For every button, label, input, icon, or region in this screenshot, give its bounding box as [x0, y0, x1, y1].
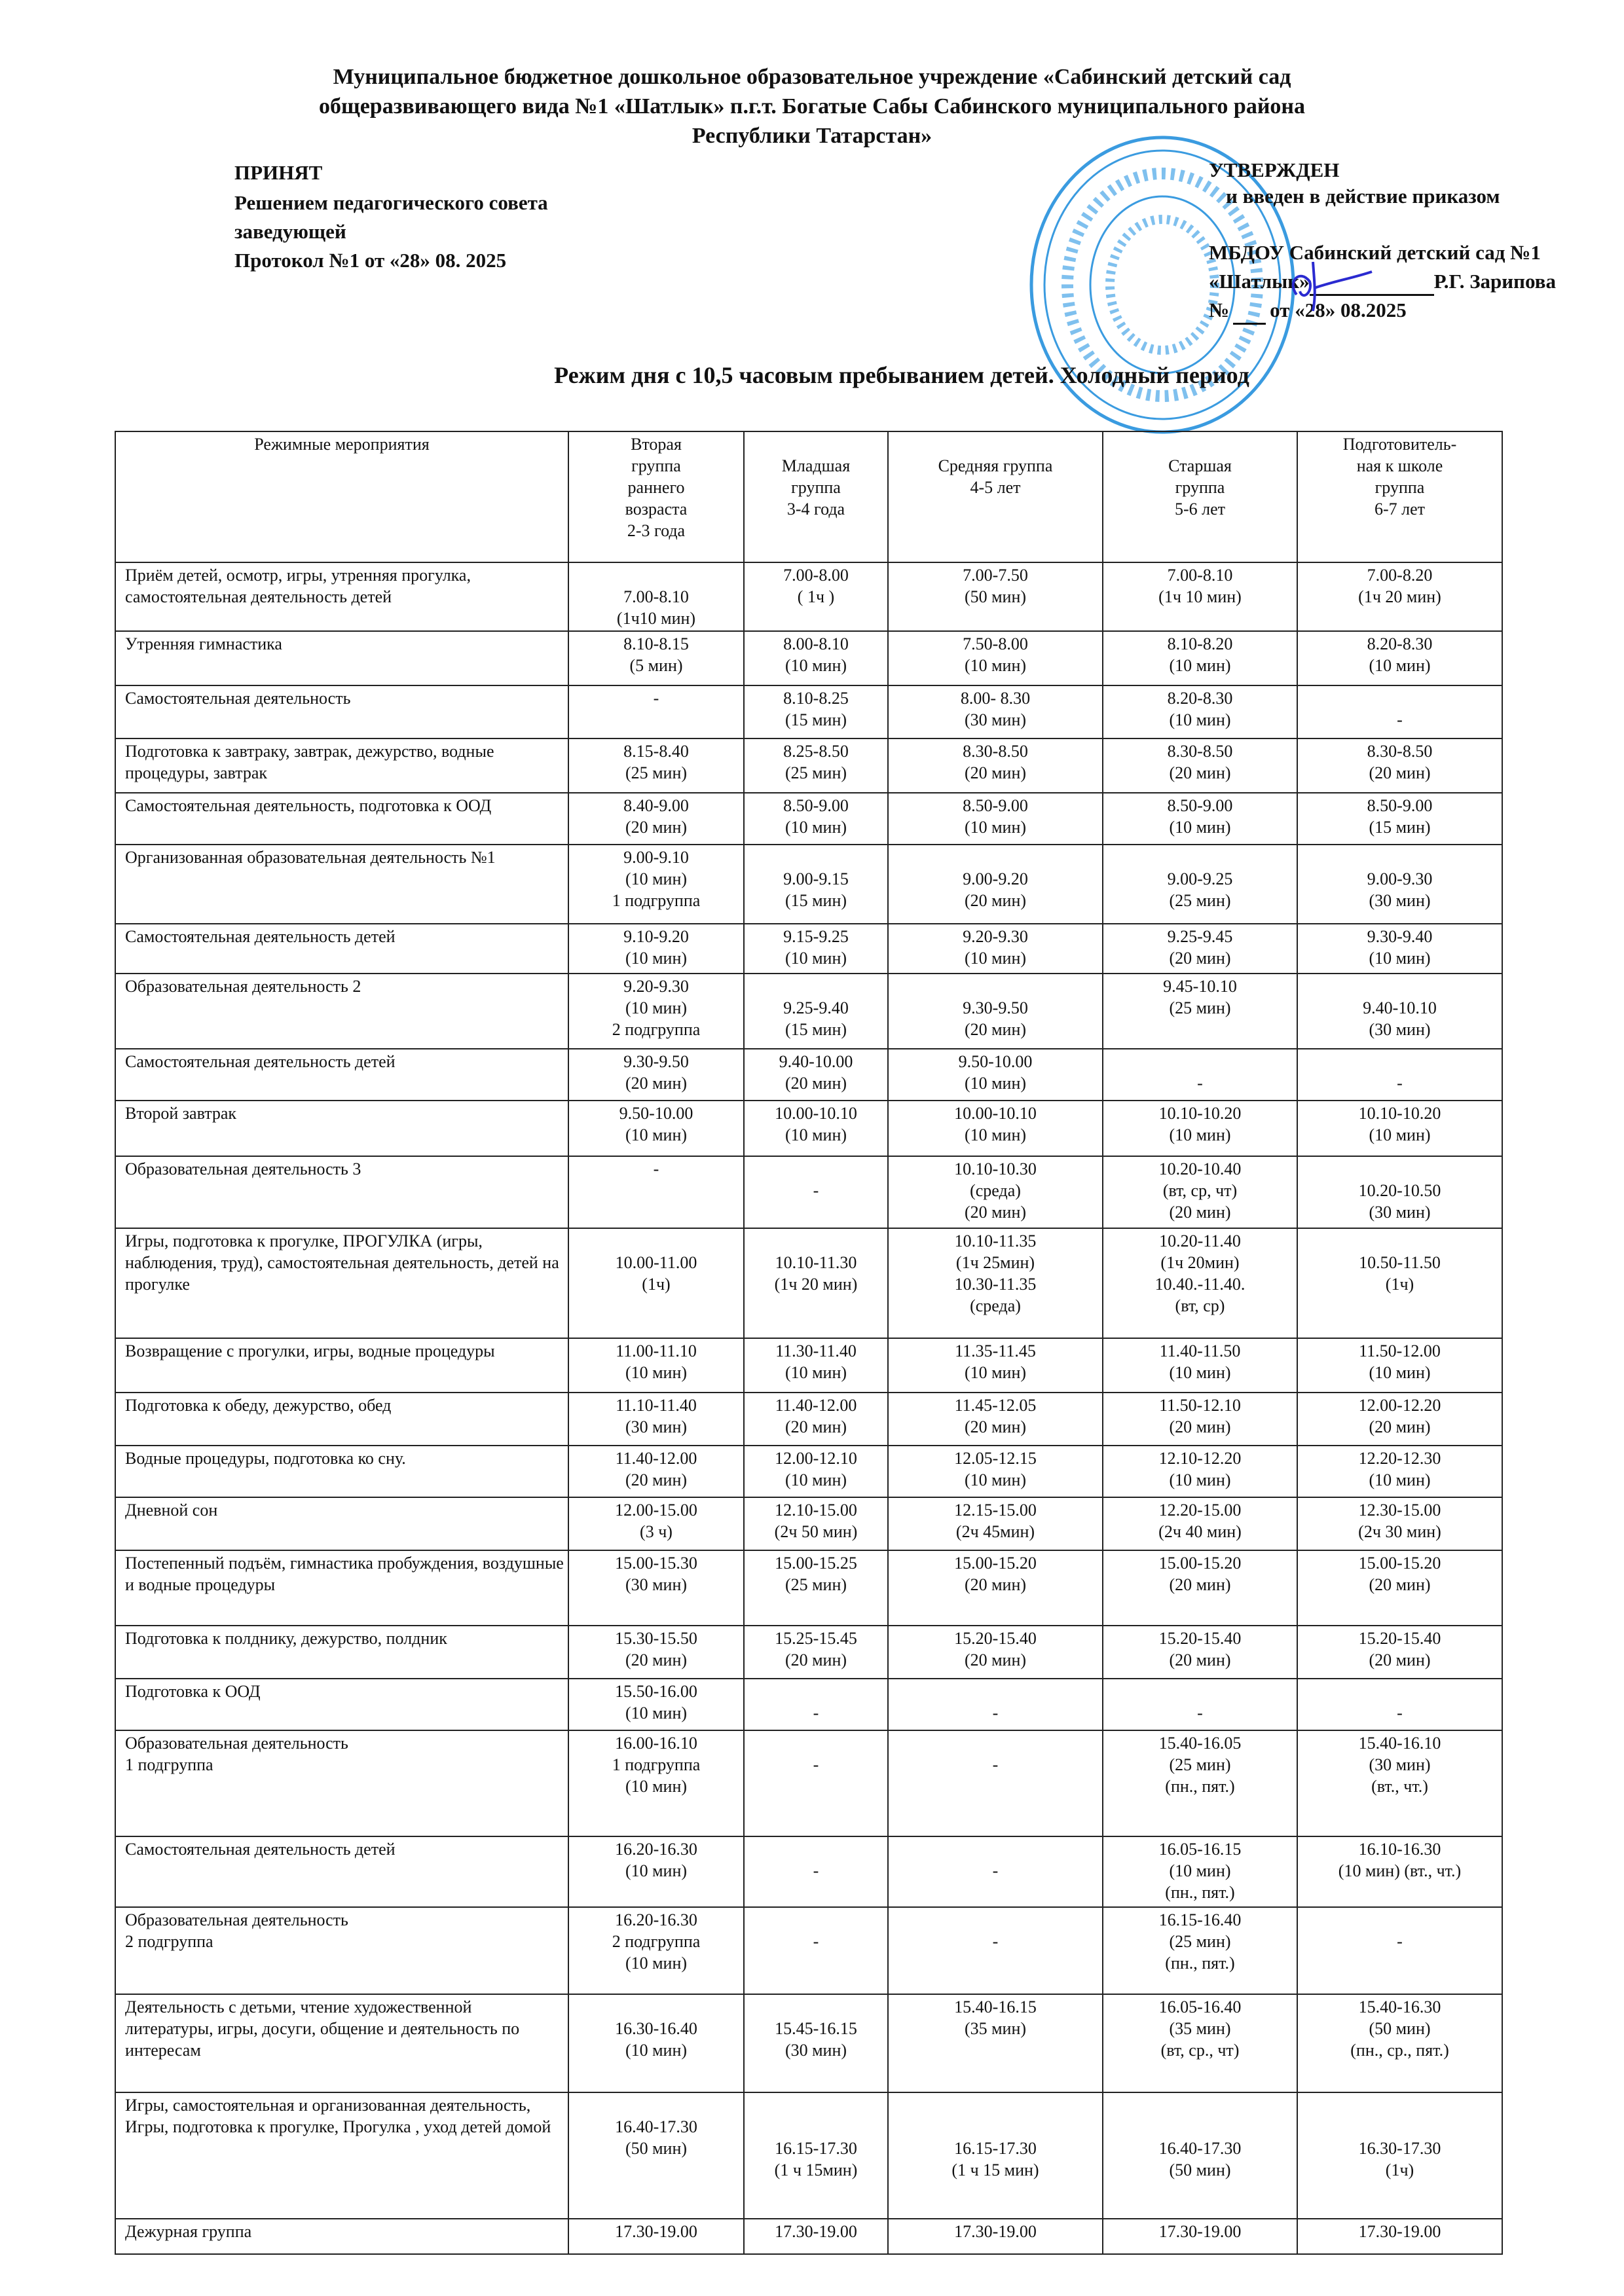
- time-cell: 7.00-8.00 ( 1ч ): [744, 562, 888, 631]
- time-cell: 9.00-9.20 (20 мин): [888, 845, 1103, 924]
- activity-name-cell: Самостоятельная деятельность детей: [115, 924, 568, 974]
- time-cell: 9.10-9.20 (10 мин): [568, 924, 744, 974]
- time-cell: -: [888, 1730, 1103, 1836]
- time-cell: 9.25-9.40 (15 мин): [744, 974, 888, 1049]
- table-row: [115, 974, 1502, 1049]
- time-cell: 15.45-16.15 (30 мин): [744, 1994, 888, 2092]
- table-row: [115, 1994, 1502, 2092]
- time-cell: 9.30-9.50 (20 мин): [568, 1049, 744, 1101]
- time-cell: 9.20-9.30 (10 мин) 2 подгруппа: [568, 974, 744, 1049]
- table-row: [115, 1550, 1502, 1626]
- time-cell: 9.40-10.00 (20 мин): [744, 1049, 888, 1101]
- org-name-line-3: Республики Татарстан»: [692, 124, 932, 148]
- time-cell: 8.15-8.40 (25 мин): [568, 738, 744, 793]
- time-cell: 11.40-11.50 (10 мин): [1103, 1338, 1297, 1393]
- kindergarten-name: «Шатлык»: [1209, 270, 1310, 293]
- table-row: [115, 1101, 1502, 1156]
- time-cell: 8.10-8.15 (5 мин): [568, 631, 744, 685]
- approved-line-3: [1209, 267, 1556, 296]
- time-cell: 16.30-16.40 (10 мин): [568, 1994, 744, 2092]
- time-cell: 12.10-12.20 (10 мин): [1103, 1446, 1297, 1497]
- activity-name-cell: Деятельность с детьми, чтение художественной литературы, игры, досуги, общение и деятельность по интересам: [115, 1994, 568, 2092]
- approved-line-4: [1209, 296, 1407, 325]
- time-cell: 16.20-16.30 2 подгруппа (10 мин): [568, 1907, 744, 1994]
- time-cell: 9.30-9.50 (20 мин): [888, 974, 1103, 1049]
- time-cell: 7.50-8.00 (10 мин): [888, 631, 1103, 685]
- table-row: [115, 1393, 1502, 1446]
- activity-name-cell: Самостоятельная деятельность детей: [115, 1049, 568, 1101]
- column-header-group-5-6: Старшая группа 5-6 лет: [1103, 431, 1297, 562]
- time-cell: 15.20-15.40 (20 мин): [1297, 1626, 1502, 1679]
- time-cell: 8.50-9.00 (10 мин): [1103, 793, 1297, 845]
- time-cell: 10.10-11.30 (1ч 20 мин): [744, 1228, 888, 1338]
- time-cell: -: [888, 1907, 1103, 1994]
- time-cell: 9.00-9.30 (30 мин): [1297, 845, 1502, 924]
- order-number-line: [1233, 323, 1266, 325]
- table-row: [115, 1626, 1502, 1679]
- time-cell: 15.20-15.40 (20 мин): [888, 1626, 1103, 1679]
- time-cell: 15.30-15.50 (20 мин): [568, 1626, 744, 1679]
- time-cell: 11.50-12.10 (20 мин): [1103, 1393, 1297, 1446]
- time-cell: 15.00-15.30 (30 мин): [568, 1550, 744, 1626]
- time-cell: -: [744, 1907, 888, 1994]
- time-cell: -: [568, 685, 744, 738]
- time-cell: 16.15-17.30 (1 ч 15 мин): [888, 2092, 1103, 2219]
- time-cell: 10.20-10.50 (30 мин): [1297, 1156, 1502, 1228]
- time-cell: 9.45-10.10 (25 мин): [1103, 974, 1297, 1049]
- time-cell: 8.30-8.50 (20 мин): [1103, 738, 1297, 793]
- table-row: [115, 2092, 1502, 2219]
- time-cell: -: [1297, 1679, 1502, 1730]
- activity-name-cell: Подготовка к обеду, дежурство, обед: [115, 1393, 568, 1446]
- activity-name-cell: Самостоятельная деятельность детей: [115, 1836, 568, 1907]
- time-cell: 9.25-9.45 (20 мин): [1103, 924, 1297, 974]
- time-cell: 10.10-10.20 (10 мин): [1297, 1101, 1502, 1156]
- time-cell: 11.00-11.10 (10 мин): [568, 1338, 744, 1393]
- activity-name-cell: Игры, самостоятельная и организованная деятельность, Игры, подготовка к прогулке, Прогулка , уход детей домой: [115, 2092, 568, 2219]
- time-cell: 16.15-16.40 (25 мин) (пн., пят.): [1103, 1907, 1297, 1994]
- time-cell: 9.20-9.30 (10 мин): [888, 924, 1103, 974]
- activity-name-cell: Водные процедуры, подготовка ко сну.: [115, 1446, 568, 1497]
- time-cell: 16.10-16.30 (10 мин) (вт., чт.): [1297, 1836, 1502, 1907]
- time-cell: 16.05-16.15 (10 мин) (пн., пят.): [1103, 1836, 1297, 1907]
- time-cell: 7.00-7.50 (50 мин): [888, 562, 1103, 631]
- time-cell: 8.30-8.50 (20 мин): [888, 738, 1103, 793]
- time-cell: 12.00-12.20 (20 мин): [1297, 1393, 1502, 1446]
- column-header-activity: Режимные мероприятия: [115, 431, 568, 562]
- time-cell: 10.00-10.10 (10 мин): [888, 1101, 1103, 1156]
- time-cell: 16.15-17.30 (1 ч 15мин): [744, 2092, 888, 2219]
- order-number-label: №: [1209, 299, 1230, 321]
- time-cell: 8.20-8.30 (10 мин): [1297, 631, 1502, 685]
- time-cell: 9.40-10.10 (30 мин): [1297, 974, 1502, 1049]
- time-cell: 7.00-8.20 (1ч 20 мин): [1297, 562, 1502, 631]
- time-cell: 16.05-16.40 (35 мин) (вт, ср., чт): [1103, 1994, 1297, 2092]
- time-cell: 11.40-12.00 (20 мин): [744, 1393, 888, 1446]
- time-cell: -: [1103, 1679, 1297, 1730]
- activity-name-cell: Образовательная деятельность 1 подгруппа: [115, 1730, 568, 1836]
- time-cell: 11.30-11.40 (10 мин): [744, 1338, 888, 1393]
- time-cell: 8.30-8.50 (20 мин): [1297, 738, 1502, 793]
- time-cell: 12.30-15.00 (2ч 30 мин): [1297, 1497, 1502, 1550]
- time-cell: 9.00-9.15 (15 мин): [744, 845, 888, 924]
- table-row: [115, 845, 1502, 924]
- approved-line-1: и введен в действие приказом: [1226, 185, 1500, 208]
- time-cell: 12.10-15.00 (2ч 50 мин): [744, 1497, 888, 1550]
- document-title: Режим дня с 10,5 часовым пребыванием детей. Холодный период: [554, 362, 1249, 388]
- time-cell: 8.40-9.00 (20 мин): [568, 793, 744, 845]
- column-header-group-2-3: Вторая группа раннего возраста 2-3 года: [568, 431, 744, 562]
- activity-name-cell: Дежурная группа: [115, 2219, 568, 2254]
- table-row: [115, 1679, 1502, 1730]
- time-cell: -: [1103, 1049, 1297, 1101]
- time-cell: 12.20-12.30 (10 мин): [1297, 1446, 1502, 1497]
- time-cell: 16.30-17.30 (1ч): [1297, 2092, 1502, 2219]
- time-cell: 8.25-8.50 (25 мин): [744, 738, 888, 793]
- time-cell: 16.00-16.10 1 подгруппа (10 мин): [568, 1730, 744, 1836]
- org-name-line-2: общеразвивающего вида №1 «Шатлык» п.г.т. Богатые Сабы Сабинского муниципального района: [319, 94, 1305, 118]
- table-row: [115, 685, 1502, 738]
- time-cell: 12.05-12.15 (10 мин): [888, 1446, 1103, 1497]
- time-cell: -: [568, 1156, 744, 1228]
- time-cell: 16.20-16.30 (10 мин): [568, 1836, 744, 1907]
- activity-name-cell: Образовательная деятельность 2: [115, 974, 568, 1049]
- activity-name-cell: Организованная образовательная деятельность №1: [115, 845, 568, 924]
- time-cell: 8.50-9.00 (10 мин): [744, 793, 888, 845]
- table-row: [115, 1228, 1502, 1338]
- activity-name-cell: Дневной сон: [115, 1497, 568, 1550]
- time-cell: 10.10-10.20 (10 мин): [1103, 1101, 1297, 1156]
- director-name: Р.Г. Зарипова: [1433, 270, 1556, 293]
- table-row: [115, 738, 1502, 793]
- time-cell: 10.20-10.40 (вт, ср, чт) (20 мин): [1103, 1156, 1297, 1228]
- accepted-title: ПРИНЯТ: [234, 161, 323, 184]
- time-cell: 10.10-10.30 (среда) (20 мин): [888, 1156, 1103, 1228]
- time-cell: 8.10-8.20 (10 мин): [1103, 631, 1297, 685]
- daily-schedule-table: [115, 431, 1503, 2255]
- activity-name-cell: Приём детей, осмотр, игры, утренняя прогулка, самостоятельная деятельность детей: [115, 562, 568, 631]
- activity-name-cell: Подготовка к ООД: [115, 1679, 568, 1730]
- time-cell: 12.15-15.00 (2ч 45мин): [888, 1497, 1103, 1550]
- approved-title: УТВЕРЖДЕН: [1209, 158, 1340, 181]
- column-header-group-6-7: Подготовитель- ная к школе группа 6-7 лет: [1297, 431, 1502, 562]
- time-cell: 12.20-15.00 (2ч 40 мин): [1103, 1497, 1297, 1550]
- time-cell: 10.00-10.10 (10 мин): [744, 1101, 888, 1156]
- time-cell: 8.50-9.00 (15 мин): [1297, 793, 1502, 845]
- time-cell: 8.20-8.30 (10 мин): [1103, 685, 1297, 738]
- time-cell: 9.15-9.25 (10 мин): [744, 924, 888, 974]
- time-cell: 11.35-11.45 (10 мин): [888, 1338, 1103, 1393]
- activity-name-cell: Самостоятельная деятельность, подготовка к ООД: [115, 793, 568, 845]
- time-cell: 17.30-19.00: [744, 2219, 888, 2254]
- time-cell: 15.40-16.10 (30 мин) (вт., чт.): [1297, 1730, 1502, 1836]
- time-cell: 7.00-8.10 (1ч 10 мин): [1103, 562, 1297, 631]
- table-row: [115, 2219, 1502, 2254]
- time-cell: 17.30-19.00: [1103, 2219, 1297, 2254]
- table-row: [115, 1156, 1502, 1228]
- time-cell: 17.30-19.00: [888, 2219, 1103, 2254]
- activity-name-cell: Подготовка к завтраку, завтрак, дежурство, водные процедуры, завтрак: [115, 738, 568, 793]
- time-cell: -: [888, 1836, 1103, 1907]
- table-row: [115, 1497, 1502, 1550]
- time-cell: -: [744, 1836, 888, 1907]
- table-row: [115, 1907, 1502, 1994]
- time-cell: 17.30-19.00: [568, 2219, 744, 2254]
- activity-name-cell: Второй завтрак: [115, 1101, 568, 1156]
- time-cell: 15.00-15.20 (20 мин): [1103, 1550, 1297, 1626]
- time-cell: 8.00- 8.30 (30 мин): [888, 685, 1103, 738]
- time-cell: 10.50-11.50 (1ч): [1297, 1228, 1502, 1338]
- accepted-line-2: заведующей: [234, 220, 346, 243]
- time-cell: -: [1297, 685, 1502, 738]
- approved-line-2: МБДОУ Сабинский детский сад №1: [1209, 241, 1541, 264]
- time-cell: -: [744, 1679, 888, 1730]
- time-cell: 9.00-9.10 (10 мин) 1 подгруппа: [568, 845, 744, 924]
- time-cell: 10.20-11.40 (1ч 20мин) 10.40.-11.40. (вт, ср): [1103, 1228, 1297, 1338]
- time-cell: 9.50-10.00 (10 мин): [568, 1101, 744, 1156]
- time-cell: 12.00-12.10 (10 мин): [744, 1446, 888, 1497]
- time-cell: 16.40-17.30 (50 мин): [568, 2092, 744, 2219]
- time-cell: 15.20-15.40 (20 мин): [1103, 1626, 1297, 1679]
- time-cell: 12.00-15.00 (3 ч): [568, 1497, 744, 1550]
- table-row: [115, 924, 1502, 974]
- table-row: [115, 631, 1502, 685]
- column-header-group-3-4: Младшая группа 3-4 года: [744, 431, 888, 562]
- time-cell: 9.00-9.25 (25 мин): [1103, 845, 1297, 924]
- time-cell: 11.50-12.00 (10 мин): [1297, 1338, 1502, 1393]
- time-cell: 15.40-16.05 (25 мин) (пн., пят.): [1103, 1730, 1297, 1836]
- time-cell: -: [1297, 1907, 1502, 1994]
- time-cell: 15.40-16.15 (35 мин): [888, 1994, 1103, 2092]
- activity-name-cell: Образовательная деятельность 2 подгруппа: [115, 1907, 568, 1994]
- activity-name-cell: Подготовка к полднику, дежурство, полдник: [115, 1626, 568, 1679]
- table-row: [115, 793, 1502, 845]
- time-cell: 8.00-8.10 (10 мин): [744, 631, 888, 685]
- time-cell: 10.10-11.35 (1ч 25мин) 10.30-11.35 (среда): [888, 1228, 1103, 1338]
- time-cell: 15.50-16.00 (10 мин): [568, 1679, 744, 1730]
- time-cell: 11.40-12.00 (20 мин): [568, 1446, 744, 1497]
- table-header-row: [115, 431, 1502, 562]
- time-cell: 15.00-15.25 (25 мин): [744, 1550, 888, 1626]
- time-cell: 15.00-15.20 (20 мин): [888, 1550, 1103, 1626]
- time-cell: 15.40-16.30 (50 мин) (пн., ср., пят.): [1297, 1994, 1502, 2092]
- time-cell: -: [744, 1730, 888, 1836]
- table-row: [115, 562, 1502, 631]
- time-cell: 11.10-11.40 (30 мин): [568, 1393, 744, 1446]
- table-row: [115, 1049, 1502, 1101]
- time-cell: 8.10-8.25 (15 мин): [744, 685, 888, 738]
- column-header-group-4-5: Средняя группа 4-5 лет: [888, 431, 1103, 562]
- activity-name-cell: Самостоятельная деятельность: [115, 685, 568, 738]
- time-cell: -: [888, 1679, 1103, 1730]
- table-row: [115, 1446, 1502, 1497]
- time-cell: 8.50-9.00 (10 мин): [888, 793, 1103, 845]
- table-row: [115, 1836, 1502, 1907]
- time-cell: 9.50-10.00 (10 мин): [888, 1049, 1103, 1101]
- time-cell: -: [744, 1156, 888, 1228]
- activity-name-cell: Игры, подготовка к прогулке, ПРОГУЛКА (игры, наблюдения, труд), самостоятельная деятельность, детей на прогулке: [115, 1228, 568, 1338]
- activity-name-cell: Образовательная деятельность 3: [115, 1156, 568, 1228]
- time-cell: 7.00-8.10 (1ч10 мин): [568, 562, 744, 631]
- table-row: [115, 1338, 1502, 1393]
- org-name-line-1: Муниципальное бюджетное дошкольное образовательное учреждение «Сабинский детский сад: [333, 65, 1291, 89]
- time-cell: 15.25-15.45 (20 мин): [744, 1626, 888, 1679]
- order-date: от «28» 08.2025: [1270, 299, 1407, 321]
- time-cell: 16.40-17.30 (50 мин): [1103, 2092, 1297, 2219]
- activity-name-cell: Постепенный подъём, гимнастика пробуждения, воздушные и водные процедуры: [115, 1550, 568, 1626]
- time-cell: 9.30-9.40 (10 мин): [1297, 924, 1502, 974]
- time-cell: 15.00-15.20 (20 мин): [1297, 1550, 1502, 1626]
- table-row: [115, 1730, 1502, 1836]
- time-cell: 17.30-19.00: [1297, 2219, 1502, 2254]
- time-cell: -: [1297, 1049, 1502, 1101]
- accepted-protocol: Протокол №1 от «28» 08. 2025: [234, 249, 507, 272]
- time-cell: 11.45-12.05 (20 мин): [888, 1393, 1103, 1446]
- time-cell: 10.00-11.00 (1ч): [568, 1228, 744, 1338]
- activity-name-cell: Утренняя гимнастика: [115, 631, 568, 685]
- accepted-line-1: Решением педагогического совета: [234, 191, 548, 214]
- activity-name-cell: Возвращение с прогулки, игры, водные процедуры: [115, 1338, 568, 1393]
